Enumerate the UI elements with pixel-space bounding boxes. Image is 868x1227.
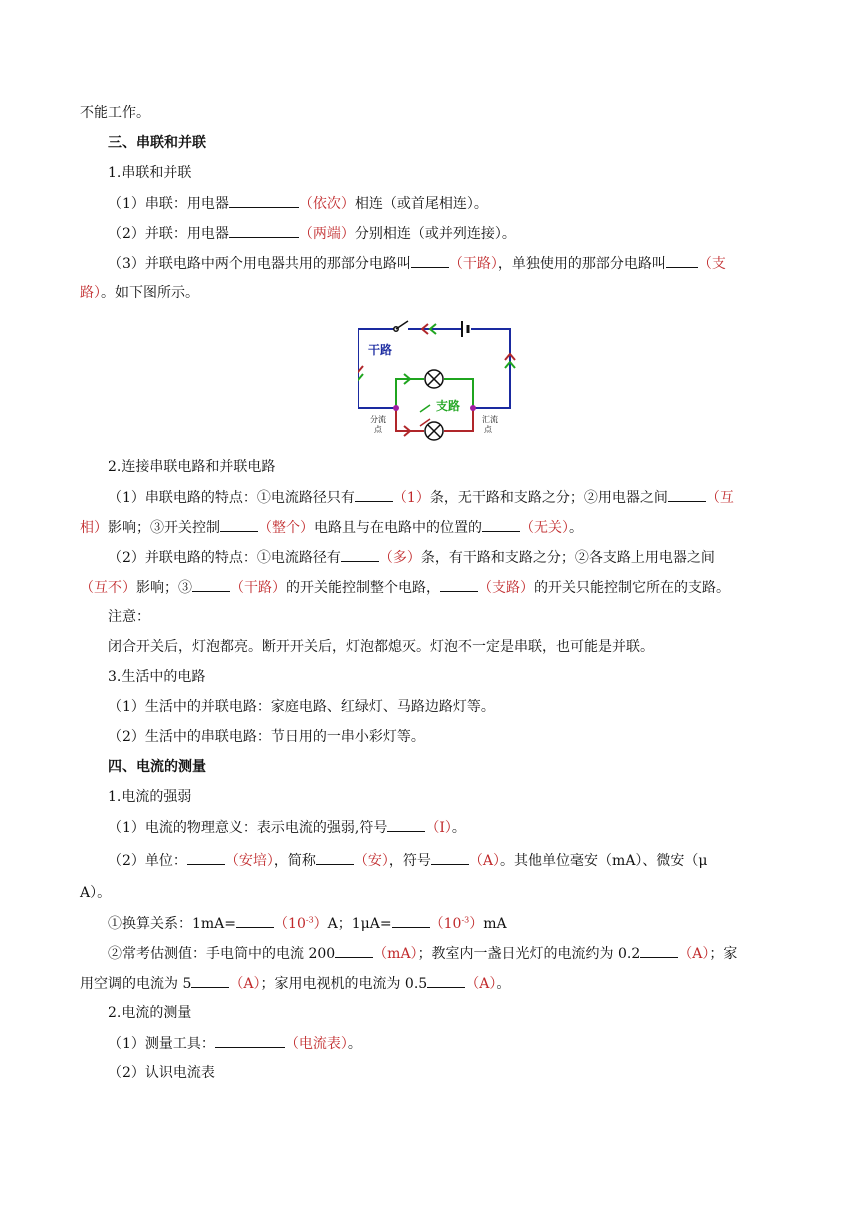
text-line: （2）认识电流表: [108, 1065, 215, 1081]
blank: [192, 577, 230, 592]
text-line: 不能工作。: [80, 105, 150, 121]
blank: [229, 193, 299, 208]
branch-wire-upper: [396, 379, 424, 408]
text-line: ②常考估测值：手电筒中的电流 200 （mA）；教室内一盏日光灯的电流约为 0.2 （A）；家: [108, 943, 737, 964]
merge-point-label: 汇流: [482, 415, 498, 424]
text-line: （1）串联：用电器 （依次）相连（或首尾相连）。: [108, 193, 488, 214]
battery-icon: [462, 321, 468, 337]
blank: [236, 913, 274, 928]
text-line: （2）并联：用电器 （两端）分别相连（或并列连接）。: [108, 223, 516, 244]
blank: [187, 850, 225, 865]
blank: [431, 850, 469, 865]
lamp-icon: [425, 370, 443, 388]
text-line: （2）单位： （安培），简称 （安），符号 （A）。其他单位毫安（mA）、微安（μ: [108, 850, 708, 871]
main-circuit-label: 干路: [368, 343, 393, 357]
subsection-heading: 2.连接串联电路和并联电路: [108, 459, 276, 475]
subsection-heading: 3.生活中的电路: [108, 669, 206, 685]
text-line: （2）生活中的串联电路：节日用的一串小彩灯等。: [108, 729, 425, 745]
split-point-label: 分流: [370, 415, 386, 424]
blank: [316, 850, 354, 865]
blank: [640, 943, 678, 958]
merge-node: [470, 405, 476, 411]
text-line: （互不）影响；③ （干路）的开关能控制整个电路， （支路）的开关只能控制它所在的支路。: [80, 577, 730, 598]
split-point-label: 点: [374, 425, 382, 434]
blank: [392, 913, 430, 928]
blank: [215, 1033, 285, 1048]
text-line: （2）并联电路的特点：①电流路径有 （多）条，有干路和支路之分；②各支路上用电器之间: [108, 547, 715, 568]
text-line: （1）电流的物理意义：表示电流的强弱,符号 （I）。: [108, 817, 466, 838]
note-heading: 注意：: [108, 609, 150, 625]
blank: [191, 973, 229, 988]
section-heading: 三、串联和并联: [108, 135, 206, 151]
switch-icon: [394, 321, 408, 331]
text-line: 闭合开关后，灯泡都亮。断开开关后，灯泡都熄灭。灯泡不一定是串联，也可能是并联。: [108, 639, 654, 655]
blank: [355, 487, 393, 502]
blank: [668, 487, 706, 502]
blank: [341, 547, 379, 562]
branch-switch-icon: [420, 405, 430, 426]
text-line: 相）影响；③开关控制 （整个）电路且与在电路中的位置的 （无关）。: [80, 517, 583, 538]
blank: [427, 973, 465, 988]
subsection-heading: 1.电流的强弱: [108, 789, 192, 805]
blank: [387, 817, 425, 832]
lamp-icon: [425, 422, 443, 440]
text-line: （1）串联电路的特点：①电流路径只有 （1）条，无干路和支路之分；②用电器之间 （互: [108, 487, 734, 508]
merge-point-label: 点: [484, 425, 492, 434]
blank: [411, 253, 449, 268]
text-line: （3）并联电路中两个用电器共用的那部分电路叫 （干路），单独使用的那部分电路叫 （支: [108, 253, 726, 274]
blank: [229, 223, 299, 238]
blank: [666, 253, 698, 268]
text-line: ①换算关系：$1mA= (10^{-3})A$；$1\mu A= (10^{-3})mA$: [108, 913, 507, 934]
text-line: （1）生活中的并联电路：家庭电路、红绿灯、马路边路灯等。: [108, 699, 495, 715]
blank: [440, 577, 478, 592]
main-circuit-wire: [358, 329, 510, 408]
text-line: （1）测量工具： （电流表）。: [108, 1033, 362, 1054]
subsection-heading: 1.串联和并联: [108, 165, 192, 181]
blank: [220, 517, 258, 532]
blank: [482, 517, 520, 532]
text-line: A）。: [80, 885, 112, 901]
subsection-heading: 2.电流的测量: [108, 1005, 192, 1021]
split-node: [393, 405, 399, 411]
branch-label: 支路: [436, 399, 461, 413]
text-line: 用空调的电流为 5 （A）；家用电视机的电流为 0.5 （A）。: [80, 973, 510, 994]
text-line: 路）。如下图所示。: [80, 285, 199, 301]
blank: [335, 943, 373, 958]
section-heading: 四、电流的测量: [108, 759, 206, 775]
parallel-circuit-diagram: [358, 316, 518, 444]
